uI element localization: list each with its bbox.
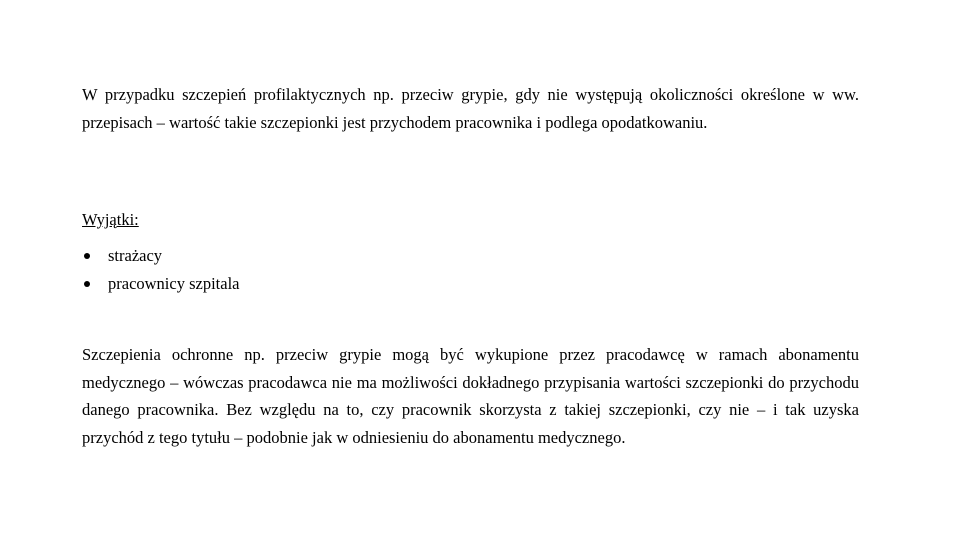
- list-item-label: strażacy: [108, 246, 163, 265]
- exceptions-list: [82, 242, 239, 298]
- bullet-icon: [84, 281, 90, 287]
- list-item-label: pracownicy szpitala: [108, 274, 240, 293]
- paragraph-medical-subscription: Szczepienia ochronne np. przeciw grypie mogą być wykupione przez pracodawcę w ramach abonamentu medycznego – wówczas pracodawca nie ma możliwości dokładnego przypisania wartości szczepionki do przychodu danego pracownika. Bez względu na to, czy pracownik skorzysta z takiej szczepionki, czy nie – i tak uzyska przychód z tego tytułu – podobnie jak w odniesieniu do abonamentu medycznego.: [82, 345, 859, 447]
- list-item: [82, 270, 239, 298]
- paragraph-vaccination-taxable: W przypadku szczepień profilaktycznych np. przeciw grypie, gdy nie występują okoliczności określone w ww. przepisach – wartość takie szczepionki jest przychodem pracownika i podlega opodatkowaniu.: [82, 85, 859, 132]
- exceptions-heading: Wyjątki:: [82, 210, 139, 229]
- list-item: [82, 242, 239, 270]
- bullet-icon: [84, 253, 90, 259]
